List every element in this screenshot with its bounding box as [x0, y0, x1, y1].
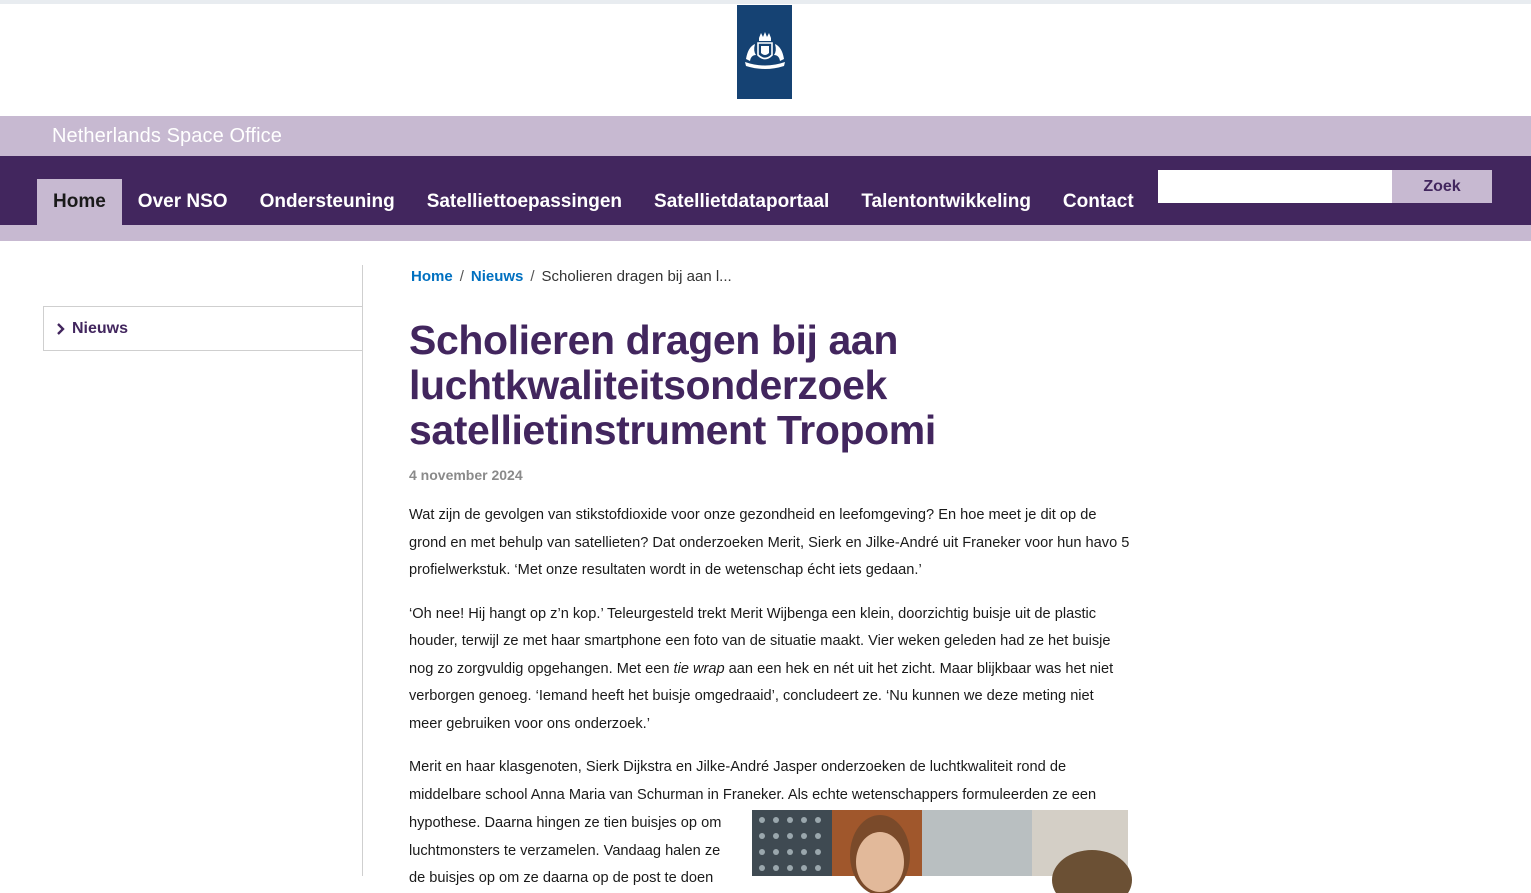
logo[interactable] — [737, 5, 792, 99]
main-navigation — [0, 156, 1531, 225]
nav-item-talentontwikkeling[interactable]: Talentontwikkeling — [861, 191, 1031, 212]
breadcrumb-separator: / — [530, 268, 535, 285]
breadcrumb-separator: / — [459, 268, 464, 285]
article-paragraph: Wat zijn de gevolgen van stikstofdioxide voor onze gezondheid en leefomgeving? En hoe meet je dit op de grond en met behulp van satellieten? Dat onderzoeken Merit, Sierk en Jilke-André uit Franeker voor hun havo 5 profielwerkstuk. ‘Met onze resultaten wordt in de wetenschap écht iets gedaan.’ — [409, 507, 1130, 578]
rijksoverheid-coat-of-arms-icon — [740, 29, 790, 75]
breadcrumb-current: Scholieren dragen bij aan l... — [541, 268, 732, 285]
chevron-right-icon — [54, 322, 68, 336]
article-text: aan een hek en nét uit het zicht. Maar blijkbaar was het niet verborgen genoeg. ‘Iemand heeft het buisje omgedraaid’, concludeert ze. ‘Nu kunnen we deze meting niet meer gebruiken voor ons onderzoek.’ — [409, 660, 1114, 732]
nav-item-home[interactable]: Home — [37, 179, 122, 225]
search-input[interactable] — [1158, 170, 1392, 203]
nav-item-satellietdataportaal[interactable]: Satellietdataportaal — [654, 191, 830, 212]
nav-list — [37, 179, 1150, 225]
publication-date: 4 november 2024 — [409, 467, 523, 483]
breadcrumb — [411, 268, 732, 285]
article-emphasis: tie wrap — [673, 660, 725, 677]
nav-item-contact[interactable]: Contact — [1062, 191, 1134, 212]
page-title: Scholieren dragen bij aan luchtkwaliteitsonderzoek satellietinstrument Tropomi — [409, 317, 936, 453]
nav-item-ondersteuning[interactable]: Ondersteuning — [259, 191, 395, 212]
article-body — [409, 502, 1131, 809]
search-button[interactable]: Zoek — [1392, 170, 1492, 203]
sidebar-item-label: Nieuws — [72, 319, 129, 337]
nav-bottom-strip — [0, 225, 1531, 241]
article-paragraph: Merit en haar klasgenoten, Sierk Dijkstra en Jilke-André Jasper onderzoeken de luchtkwaliteit rond de middelbare school Anna Maria van Schurman in Franeker. Als echte wetenschappers formuleerden ze een — [409, 759, 1097, 803]
article-text: ‘Oh nee! Hij hangt op z’n kop.’ Teleurgesteld trekt Merit Wijbenga een klein, doorzichtig buisje uit de plastic houder, terwijl ze met haar smartphone een foto van de situatie maakt. Vier weken geleden had ze het buisje nog zo zorgvuldig opgehangen. Met een — [409, 605, 1111, 677]
article-paragraph — [409, 601, 1131, 739]
site-band — [0, 116, 1531, 156]
top-border — [0, 0, 1531, 4]
article-photo[interactable] — [752, 810, 1128, 876]
sidebar-divider — [362, 265, 363, 876]
breadcrumb-news-link[interactable]: Nieuws — [470, 268, 524, 285]
nav-item-over-nso[interactable]: Over NSO — [137, 191, 228, 212]
site-name[interactable]: Netherlands Space Office — [52, 125, 282, 147]
article-paragraph: hypothese. Daarna hingen ze tien buisjes op om luchtmonsters te verzamelen. Vandaag halen ze de buisjes op om ze daarna op de post te doen — [409, 815, 722, 886]
nav-item-satelliettoepassingen[interactable]: Satelliettoepassingen — [426, 191, 623, 212]
sidebar-item-nieuws[interactable] — [43, 306, 363, 351]
breadcrumb-home-link[interactable]: Home — [411, 268, 453, 285]
